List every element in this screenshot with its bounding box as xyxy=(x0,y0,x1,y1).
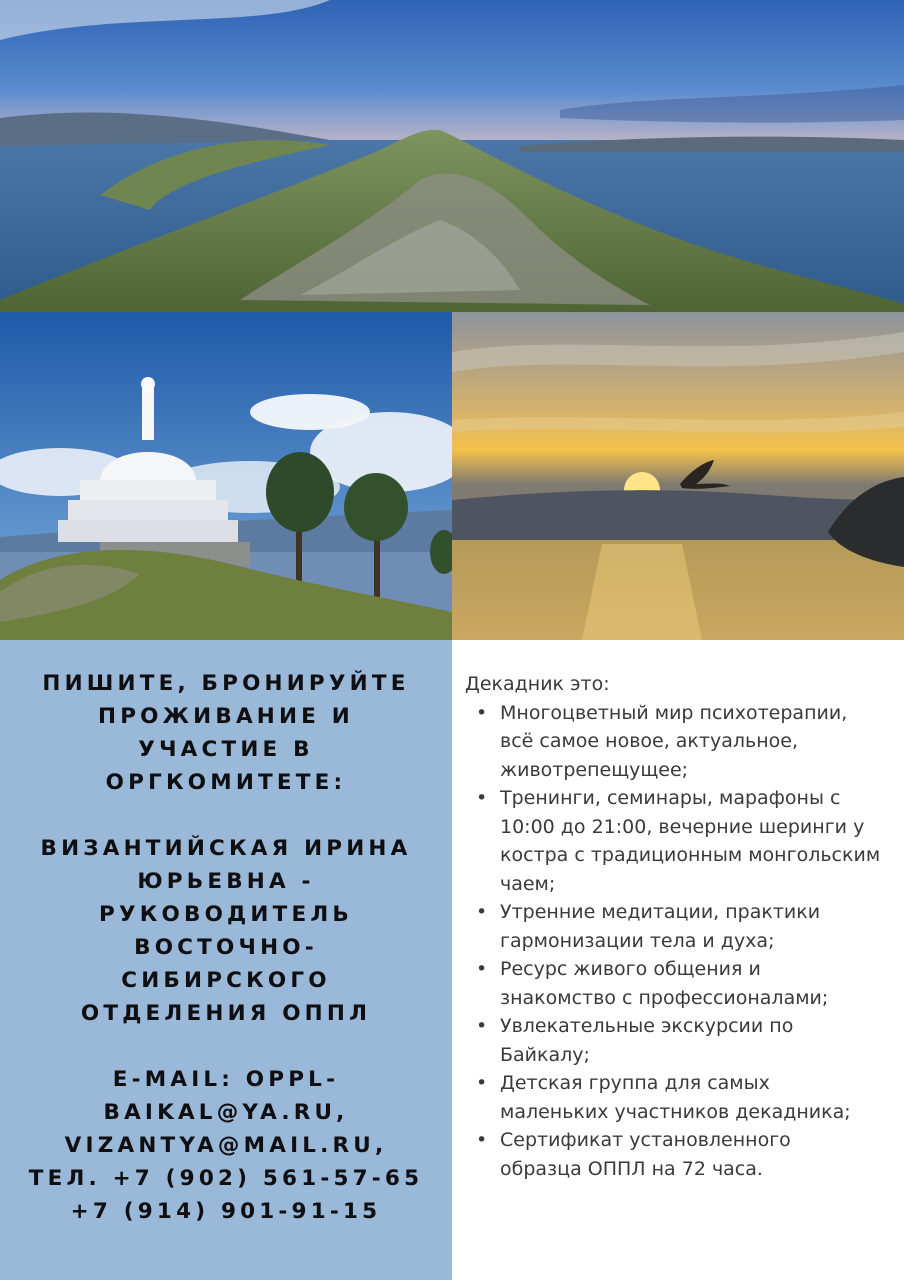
bullet-icon: • xyxy=(476,701,488,724)
bullet-icon: • xyxy=(476,1072,488,1094)
feature-item-line: образца ОППЛ на 72 часа. xyxy=(500,1157,763,1180)
contact-heading xyxy=(0,667,452,799)
feature-item-line: Утренние медитации, практики xyxy=(500,901,821,923)
contact-phone-line[interactable]: ТЕЛ. +7 (902) 561-57-65 xyxy=(28,1166,424,1191)
contact-heading-line: ОРГКОМИТЕТЕ: xyxy=(105,770,347,795)
bullet-icon: • xyxy=(476,901,488,923)
baikal-ridge-photo xyxy=(0,0,904,312)
bullet-icon: • xyxy=(476,1129,488,1151)
feature-item xyxy=(465,784,904,898)
feature-item-line: всё самое новое, актуальное, xyxy=(500,730,798,752)
feature-list xyxy=(465,699,904,1184)
bullet-icon: • xyxy=(476,1015,488,1037)
info-heading: Декадник это: xyxy=(465,673,610,695)
contact-heading-line: УЧАСТИЕ В xyxy=(138,737,314,762)
info-panel xyxy=(452,640,904,1280)
feature-item xyxy=(465,955,904,1012)
feature-item-line: маленьких участников декадника; xyxy=(500,1100,851,1123)
contact-person-line: ВИЗАНТИЙСКАЯ ИРИНА xyxy=(40,836,412,861)
bullet-icon: • xyxy=(476,787,488,809)
sunset-photo xyxy=(452,312,904,640)
contact-person-line: ЮРЬЕВНА - xyxy=(137,869,315,894)
contact-person-line: РУКОВОДИТЕЛЬ xyxy=(99,902,353,927)
feature-item-line: гармонизации тела и духа; xyxy=(500,929,775,952)
contact-email-line[interactable]: E-MAIL: OPPL- xyxy=(112,1067,340,1092)
contact-panel xyxy=(0,640,452,1280)
contact-person-line: ВОСТОЧНО- xyxy=(134,935,318,960)
feature-item xyxy=(465,898,904,955)
feature-item-line: Сертификат установленного xyxy=(500,1129,791,1151)
contact-phone-line[interactable]: +7 (914) 901-91-15 xyxy=(70,1199,382,1224)
feature-item-line: костра с традиционным монгольским xyxy=(500,844,881,866)
feature-item xyxy=(465,1126,904,1183)
contact-person xyxy=(0,832,452,1030)
feature-item xyxy=(465,1069,904,1126)
contact-heading-line: ПИШИТЕ, БРОНИРУЙТЕ xyxy=(42,671,410,696)
contact-details xyxy=(0,1063,452,1228)
feature-item-line: Байкалу; xyxy=(500,1043,590,1066)
feature-item-line: Ресурс живого общения и xyxy=(500,958,761,980)
feature-item-line: знакомство с профессионалами; xyxy=(500,986,829,1009)
contact-heading-line: ПРОЖИВАНИЕ И xyxy=(98,704,354,729)
contact-person-line: ОТДЕЛЕНИЯ ОППЛ xyxy=(80,1001,372,1026)
feature-item-line: Многоцветный мир психотерапии, xyxy=(500,701,848,724)
feature-item-line: Тренинги, семинары, марафоны с xyxy=(500,787,841,809)
contact-email-line[interactable]: BAIKAL@YA.RU, xyxy=(103,1100,349,1125)
feature-item-line: чаем; xyxy=(500,872,556,895)
contact-person-line: СИБИРСКОГО xyxy=(121,968,331,993)
feature-item xyxy=(465,699,904,785)
feature-item-line: животрепещущее; xyxy=(500,758,689,781)
stupa-photo xyxy=(0,312,452,640)
contact-email-line[interactable]: VIZANTYA@MAIL.RU, xyxy=(64,1133,388,1158)
feature-item-line: Детская группа для самых xyxy=(500,1072,770,1094)
feature-item xyxy=(465,1012,904,1069)
feature-item-line: Увлекательные экскурсии по xyxy=(500,1015,794,1037)
bullet-icon: • xyxy=(476,958,488,980)
feature-item-line: 10:00 до 21:00, вечерние шеринги у xyxy=(500,815,865,838)
